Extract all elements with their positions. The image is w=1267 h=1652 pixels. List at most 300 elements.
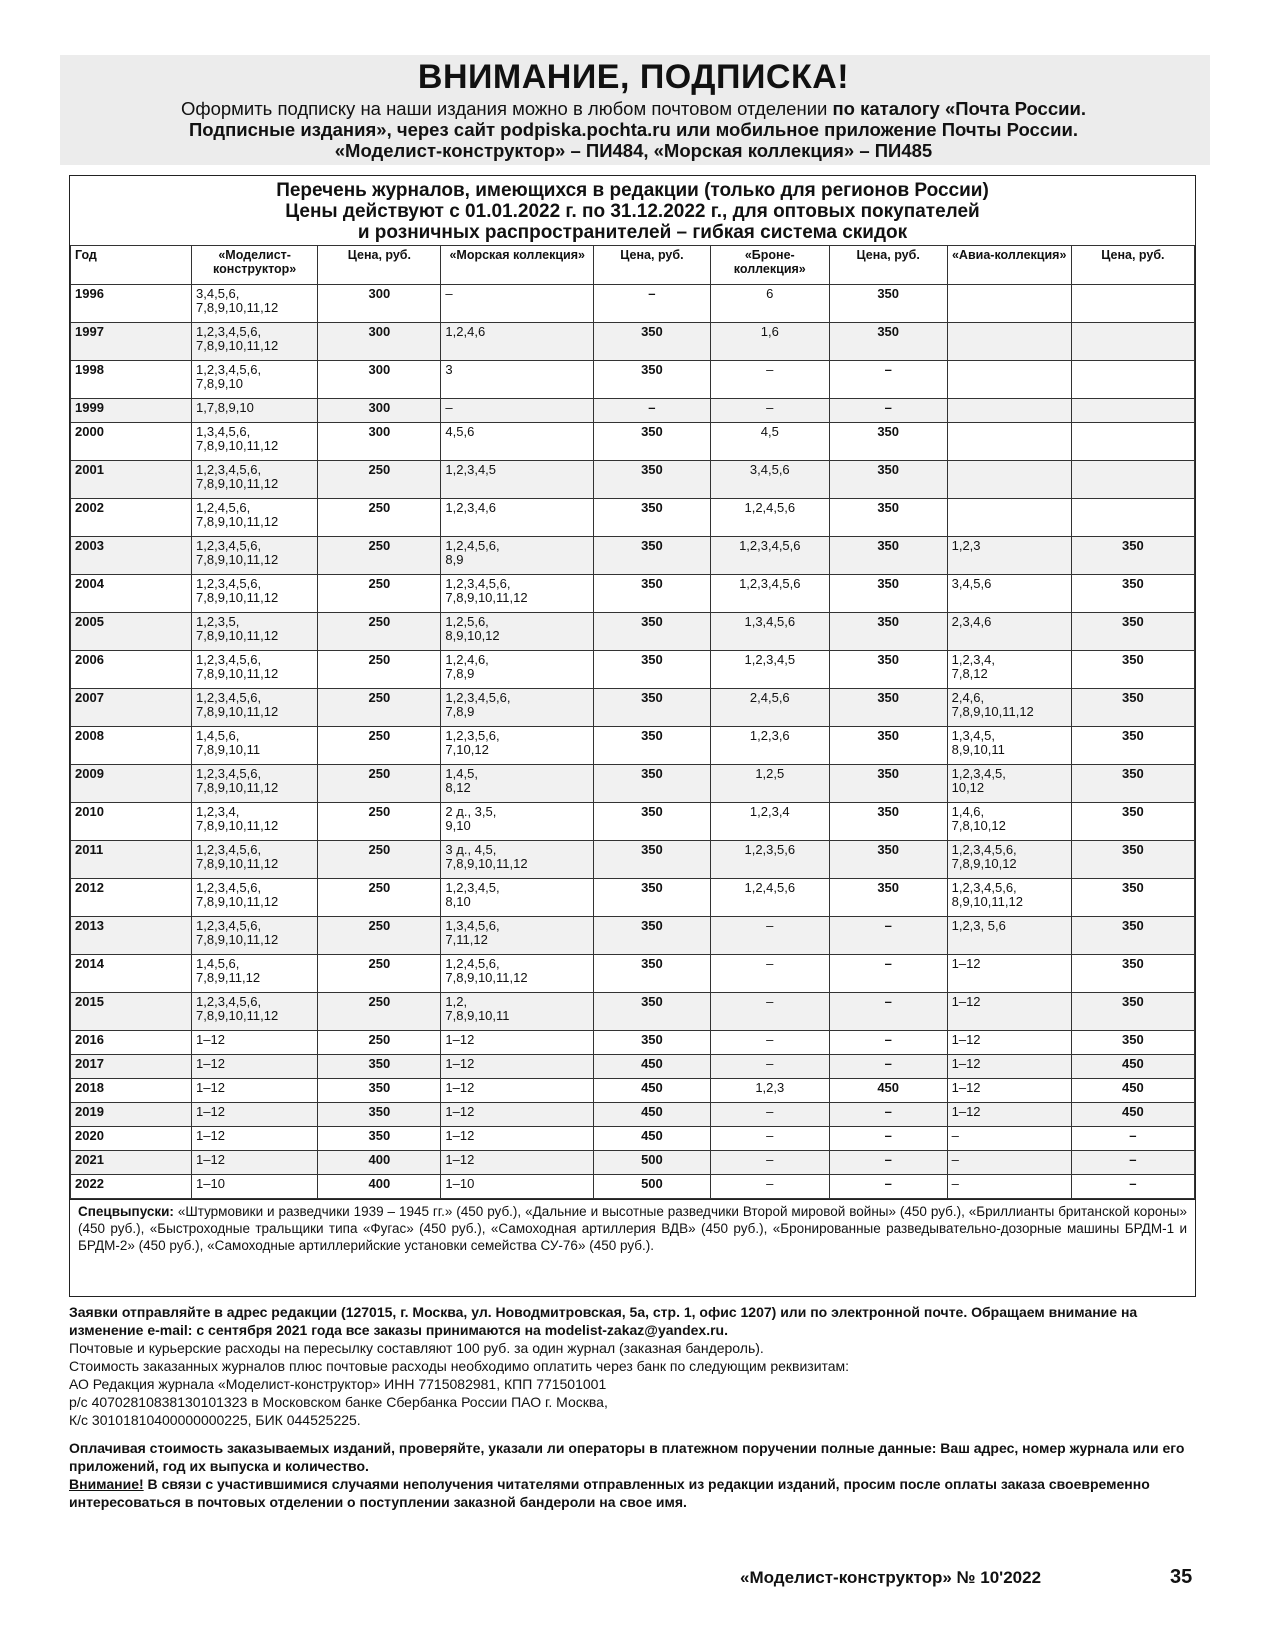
table-cell: 1,2,3,4, 7,8,12: [947, 651, 1071, 689]
table-cell: 250: [318, 727, 441, 765]
page-number: 35: [1170, 1566, 1193, 1588]
table-cell: 350: [1071, 879, 1194, 917]
table-row: [71, 575, 1195, 613]
table-cell: 1,2,3,4,5,6, 7,8,9,10,11,12: [192, 323, 318, 361]
table-cell: 250: [318, 879, 441, 917]
price-list-box: [69, 175, 1196, 1297]
column-header: Цена, руб.: [594, 246, 711, 285]
table-cell: 1,2,5,6, 8,9,10,12: [441, 613, 594, 651]
table-cell: 350: [829, 651, 947, 689]
table-cell: 1,2,3,4,5, 10,12: [947, 765, 1071, 803]
special-issues-text: «Штурмовики и разведчики 1939 – 1945 гг.» (450 руб.), «Дальние и высотные разведчики Второй мировой войны» (450 руб.), «Бриллианты британской короны» (450 руб.), «Быстроходные тральщики типа «Фугас» (450 руб.), «Самоходная артиллерия ВДВ» (450 руб.), «Бронированные разведывательно-дозорные машины БРДМ-1 и БРДМ-2» (450 руб.), «Самоходные артиллерийские установки семейства СУ-76» (450 руб.).: [78, 1204, 1187, 1253]
table-cell: [1071, 461, 1194, 499]
table-cell: –: [829, 993, 947, 1031]
table-cell: 1–12: [947, 1031, 1071, 1055]
bank-details-company: АО Редакция журнала «Моделист-конструктор» ИНН 7715082981, КПП 771501001: [69, 1376, 607, 1392]
table-cell: 350: [829, 575, 947, 613]
table-cell: 1,2,3,5,6: [710, 841, 829, 879]
table-cell: 1–12: [947, 1103, 1071, 1127]
table-cell: 3,4,5,6: [710, 461, 829, 499]
table-cell: 1,2,3,4,5,6, 7,8,9,10,11,12: [192, 841, 318, 879]
table-cell: [947, 361, 1071, 399]
table-cell: 6: [710, 285, 829, 323]
table-cell: 1996: [71, 285, 192, 323]
column-header: Год: [71, 246, 192, 285]
table-cell: 350: [594, 727, 711, 765]
table-cell: 450: [1071, 1079, 1194, 1103]
table-cell: 2004: [71, 575, 192, 613]
table-cell: 250: [318, 765, 441, 803]
table-cell: 2002: [71, 499, 192, 537]
table-cell: 4,5: [710, 423, 829, 461]
table-cell: 350: [594, 879, 711, 917]
table-cell: 450: [594, 1055, 711, 1079]
table-cell: 2010: [71, 803, 192, 841]
table-cell: –: [829, 1055, 947, 1079]
column-header: «Морская коллекция»: [441, 246, 594, 285]
table-cell: –: [710, 1151, 829, 1175]
column-header: Цена, руб.: [829, 246, 947, 285]
table-cell: 1997: [71, 323, 192, 361]
table-row: [71, 1055, 1195, 1079]
table-cell: 1,2,3,4,5,6, 7,8,9,10,12: [947, 841, 1071, 879]
table-body: [71, 285, 1195, 1199]
subscription-info: [0, 98, 1267, 161]
table-cell: –: [710, 993, 829, 1031]
table-cell: 2016: [71, 1031, 192, 1055]
table-row: [71, 1175, 1195, 1199]
table-cell: 2014: [71, 955, 192, 993]
table-cell: 350: [318, 1127, 441, 1151]
table-cell: 3 д., 4,5, 7,8,9,10,11,12: [441, 841, 594, 879]
table-cell: 1,2,3,4,5: [441, 461, 594, 499]
table-cell: 1,2,3,4,5,6, 7,8,9,10,11,12: [192, 917, 318, 955]
table-cell: 300: [318, 399, 441, 423]
table-row: [71, 917, 1195, 955]
attention-label: Внимание!: [69, 1476, 144, 1492]
table-row: [71, 1103, 1195, 1127]
table-cell: 350: [829, 803, 947, 841]
table-cell: 2019: [71, 1103, 192, 1127]
table-cell: [1071, 285, 1194, 323]
attention-text: В связи с участившимися случаями неполучения читателями отправленных из редакции изданий, просим после оплаты заказа своевременно интересоваться в почтовых отделении о поступлении заказной бандероли на свое имя.: [69, 1476, 1150, 1510]
bank-details-bik: К/с 30101810400000000225, БИК 044525225.: [69, 1412, 361, 1428]
table-cell: [947, 323, 1071, 361]
shipping-cost: Почтовые и курьерские расходы на пересылку составляют 100 руб. за один журнал (заказная бандероль).: [69, 1340, 764, 1356]
table-cell: 1,2,3,4,5, 8,10: [441, 879, 594, 917]
table-cell: 300: [318, 361, 441, 399]
table-cell: 350: [1071, 575, 1194, 613]
table-row: [71, 651, 1195, 689]
price-list-title: [70, 180, 1195, 243]
table-cell: 2,3,4,6: [947, 613, 1071, 651]
table-cell: 350: [1071, 765, 1194, 803]
table-cell: 2022: [71, 1175, 192, 1199]
table-cell: 1–12: [441, 1055, 594, 1079]
table-cell: 350: [594, 955, 711, 993]
table-cell: 250: [318, 1031, 441, 1055]
table-cell: 1,2, 7,8,9,10,11: [441, 993, 594, 1031]
table-cell: 1,2,3,4,5,6, 7,8,9,10,11,12: [441, 575, 594, 613]
subscription-line-2: Подписные издания», через сайт podpiska.pochta.ru или мобильное приложение Почты России.: [189, 119, 1078, 140]
table-cell: 1,2,3, 5,6: [947, 917, 1071, 955]
table-cell: 1,2,3,4,5,6, 7,8,9,10,11,12: [192, 461, 318, 499]
table-cell: 350: [1071, 993, 1194, 1031]
table-row: [71, 1079, 1195, 1103]
table-cell: 1,2,3,4,5,6, 7,8,9,10,11,12: [192, 765, 318, 803]
table-cell: 1–10: [192, 1175, 318, 1199]
table-cell: 2,4,5,6: [710, 689, 829, 727]
table-cell: 250: [318, 689, 441, 727]
table-cell: –: [594, 285, 711, 323]
table-cell: –: [829, 399, 947, 423]
table-row: [71, 399, 1195, 423]
table-header-row: [71, 246, 1195, 285]
price-list-title-line: Цены действуют с 01.01.2022 г. по 31.12.2022 г., для оптовых покупателей: [285, 201, 980, 222]
table-cell: 1,2,3,4,5,6, 7,8,9,10,11,12: [192, 993, 318, 1031]
table-row: [71, 613, 1195, 651]
table-cell: 450: [594, 1079, 711, 1103]
table-cell: 1–12: [192, 1127, 318, 1151]
table-cell: 1,2,3,4,5,6: [710, 575, 829, 613]
table-row: [71, 1151, 1195, 1175]
table-cell: 450: [1071, 1103, 1194, 1127]
table-cell: 250: [318, 955, 441, 993]
table-cell: 1–12: [947, 1079, 1071, 1103]
table-cell: 1,2,4,5,6: [710, 499, 829, 537]
table-cell: 350: [829, 499, 947, 537]
table-row: [71, 955, 1195, 993]
table-cell: –: [441, 399, 594, 423]
table-cell: 350: [829, 537, 947, 575]
table-cell: 2006: [71, 651, 192, 689]
table-cell: 1,2,3,4,5,6, 7,8,9,10,11,12: [192, 575, 318, 613]
table-cell: 350: [594, 575, 711, 613]
table-cell: 1,2,3,4,5,6, 7,8,9,10,11,12: [192, 537, 318, 575]
column-header: Цена, руб.: [318, 246, 441, 285]
table-cell: 2005: [71, 613, 192, 651]
table-cell: 350: [594, 423, 711, 461]
table-cell: 300: [318, 323, 441, 361]
table-cell: 350: [594, 461, 711, 499]
table-cell: 1–12: [947, 1055, 1071, 1079]
table-cell: 250: [318, 651, 441, 689]
column-header: «Броне-коллекция»: [710, 246, 829, 285]
table-row: [71, 323, 1195, 361]
table-cell: 1,2,3,5, 7,8,9,10,11,12: [192, 613, 318, 651]
table-cell: 1,3,4,5,6, 7,8,9,10,11,12: [192, 423, 318, 461]
table-cell: 350: [1071, 955, 1194, 993]
table-cell: 1–12: [192, 1055, 318, 1079]
table-cell: 250: [318, 613, 441, 651]
table-cell: 300: [318, 423, 441, 461]
price-table: [70, 245, 1195, 1199]
table-cell: 1–12: [441, 1127, 594, 1151]
table-cell: 2 д., 3,5, 9,10: [441, 803, 594, 841]
table-cell: –: [829, 1103, 947, 1127]
table-cell: 350: [829, 613, 947, 651]
price-list-title-line: Перечень журналов, имеющихся в редакции (только для регионов России): [276, 180, 989, 201]
table-cell: –: [1071, 1127, 1194, 1151]
payment-note: Стоимость заказанных журналов плюс почтовые расходы необходимо оплатить через банк по следующим реквизитам:: [69, 1358, 850, 1374]
table-cell: –: [1071, 1175, 1194, 1199]
table-cell: 350: [1071, 537, 1194, 575]
table-row: [71, 1127, 1195, 1151]
table-cell: 1,2,3: [710, 1079, 829, 1103]
table-cell: 350: [594, 993, 711, 1031]
table-cell: 350: [829, 689, 947, 727]
table-cell: 1–12: [192, 1103, 318, 1127]
table-cell: 3,4,5,6: [947, 575, 1071, 613]
table-cell: 1,4,6, 7,8,10,12: [947, 803, 1071, 841]
subscription-line-1-bold: по каталогу «Почта России.: [832, 98, 1087, 119]
special-issues: [70, 1199, 1195, 1257]
table-cell: 350: [594, 803, 711, 841]
subscription-line-1: Оформить подписку на наши издания можно в любом почтовом отделении: [180, 98, 833, 119]
table-row: [71, 993, 1195, 1031]
table-cell: 350: [594, 651, 711, 689]
table-cell: [1071, 399, 1194, 423]
table-cell: 1,4,5,6, 7,8,9,11,12: [192, 955, 318, 993]
table-row: [71, 285, 1195, 323]
table-cell: 350: [1071, 803, 1194, 841]
table-cell: 350: [829, 423, 947, 461]
table-cell: 2012: [71, 879, 192, 917]
table-row: [71, 765, 1195, 803]
table-cell: 1–12: [441, 1103, 594, 1127]
table-cell: 2015: [71, 993, 192, 1031]
table-cell: 1,2,3,4,5,6, 8,9,10,11,12: [947, 879, 1071, 917]
table-cell: 250: [318, 499, 441, 537]
table-cell: 500: [594, 1175, 711, 1199]
table-cell: 1,3,4,5,6, 7,11,12: [441, 917, 594, 955]
table-cell: 3: [441, 361, 594, 399]
table-cell: –: [441, 285, 594, 323]
table-cell: [947, 285, 1071, 323]
table-cell: 1,2,3,4,5,6, 7,8,9,10,11,12: [192, 651, 318, 689]
table-cell: –: [829, 361, 947, 399]
table-cell: 450: [829, 1079, 947, 1103]
table-cell: –: [947, 1151, 1071, 1175]
table-cell: –: [829, 1175, 947, 1199]
table-cell: 2013: [71, 917, 192, 955]
table-cell: 250: [318, 917, 441, 955]
table-cell: [947, 399, 1071, 423]
subscription-line-3: «Моделист-конструктор» – ПИ484, «Морская коллекция» – ПИ485: [334, 140, 933, 161]
table-cell: 350: [829, 841, 947, 879]
table-cell: [947, 461, 1071, 499]
table-cell: –: [710, 1175, 829, 1199]
table-cell: –: [710, 1031, 829, 1055]
table-cell: 350: [1071, 689, 1194, 727]
table-cell: 1,2,5: [710, 765, 829, 803]
table-cell: 450: [594, 1127, 711, 1151]
table-cell: 1,6: [710, 323, 829, 361]
table-cell: 350: [594, 613, 711, 651]
table-cell: [1071, 423, 1194, 461]
table-cell: 1,2,4,5,6: [710, 879, 829, 917]
table-cell: 350: [829, 461, 947, 499]
table-cell: 1–12: [947, 993, 1071, 1031]
table-cell: 250: [318, 575, 441, 613]
table-cell: 1–12: [441, 1079, 594, 1103]
column-header: Цена, руб.: [1071, 246, 1194, 285]
table-cell: 350: [594, 841, 711, 879]
table-cell: 1,2,3,4,5,6, 7,8,9: [441, 689, 594, 727]
table-cell: 250: [318, 803, 441, 841]
table-cell: 1,2,3: [947, 537, 1071, 575]
table-cell: [1071, 361, 1194, 399]
column-header: «Авиа-коллекция»: [947, 246, 1071, 285]
table-cell: –: [710, 955, 829, 993]
table-cell: 2011: [71, 841, 192, 879]
table-row: [71, 689, 1195, 727]
table-cell: 1,2,4,5,6, 7,8,9,10,11,12: [192, 499, 318, 537]
table-cell: 350: [1071, 727, 1194, 765]
table-cell: 500: [594, 1151, 711, 1175]
table-cell: 1,4,5, 8,12: [441, 765, 594, 803]
table-cell: 350: [1071, 651, 1194, 689]
table-cell: 350: [594, 1031, 711, 1055]
table-cell: 2,4,6, 7,8,9,10,11,12: [947, 689, 1071, 727]
payment-check-note: Оплачивая стоимость заказываемых изданий, проверяйте, указали ли операторы в платежном поручении полные данные: Ваш адрес, номер журнала или его приложений, год их выпуска и количество.: [69, 1440, 1185, 1474]
table-cell: 350: [1071, 1031, 1194, 1055]
table-cell: 4,5,6: [441, 423, 594, 461]
table-cell: 1–12: [441, 1151, 594, 1175]
table-cell: 1–12: [192, 1151, 318, 1175]
table-cell: 350: [318, 1079, 441, 1103]
table-cell: 1,2,3,4,5,6: [710, 537, 829, 575]
table-cell: 350: [318, 1055, 441, 1079]
table-cell: –: [594, 399, 711, 423]
table-cell: 2017: [71, 1055, 192, 1079]
table-cell: –: [947, 1127, 1071, 1151]
table-cell: 1–12: [441, 1031, 594, 1055]
table-cell: 2021: [71, 1151, 192, 1175]
bank-details-account: р/с 40702810838130101323 в Московском банке Сбербанка России ПАО г. Москва,: [69, 1394, 608, 1410]
table-cell: 1,3,4,5,6: [710, 613, 829, 651]
table-cell: 2008: [71, 727, 192, 765]
table-cell: 2000: [71, 423, 192, 461]
table-cell: 250: [318, 993, 441, 1031]
table-cell: 250: [318, 537, 441, 575]
table-cell: 1999: [71, 399, 192, 423]
table-cell: –: [710, 399, 829, 423]
table-cell: –: [710, 917, 829, 955]
page-title: ВНИМАНИЕ, ПОДПИСКА!: [417, 58, 850, 96]
table-cell: 1,2,4,6: [441, 323, 594, 361]
table-cell: 1,2,3,4,5,6, 7,8,9,10,11,12: [192, 879, 318, 917]
table-cell: 350: [1071, 917, 1194, 955]
table-cell: 350: [1071, 841, 1194, 879]
table-cell: 350: [594, 323, 711, 361]
table-row: [71, 423, 1195, 461]
special-issues-label: Спецвыпуски:: [78, 1204, 174, 1219]
table-cell: 1–12: [192, 1031, 318, 1055]
table-cell: 1,2,3,4,6: [441, 499, 594, 537]
table-cell: –: [829, 1127, 947, 1151]
table-cell: –: [829, 955, 947, 993]
table-cell: 2018: [71, 1079, 192, 1103]
table-cell: 400: [318, 1151, 441, 1175]
table-cell: 350: [829, 879, 947, 917]
table-cell: 350: [594, 499, 711, 537]
table-cell: 1,7,8,9,10: [192, 399, 318, 423]
table-cell: 1,2,3,5,6, 7,10,12: [441, 727, 594, 765]
table-cell: 2003: [71, 537, 192, 575]
table-row: [71, 841, 1195, 879]
order-info: [69, 1303, 1196, 1511]
table-cell: 2001: [71, 461, 192, 499]
table-cell: 1–12: [947, 955, 1071, 993]
table-cell: 250: [318, 841, 441, 879]
table-cell: 3,4,5,6, 7,8,9,10,11,12: [192, 285, 318, 323]
table-cell: –: [710, 1103, 829, 1127]
table-cell: [947, 499, 1071, 537]
table-cell: 1,2,3,4: [710, 803, 829, 841]
table-cell: 1,2,4,5,6, 8,9: [441, 537, 594, 575]
table-cell: 1,2,3,4,5: [710, 651, 829, 689]
table-cell: –: [829, 917, 947, 955]
table-cell: 1,4,5,6, 7,8,9,10,11: [192, 727, 318, 765]
table-cell: –: [829, 1151, 947, 1175]
table-cell: [1071, 323, 1194, 361]
table-cell: 1,2,3,6: [710, 727, 829, 765]
table-cell: 400: [318, 1175, 441, 1199]
table-cell: 350: [318, 1103, 441, 1127]
table-row: [71, 361, 1195, 399]
table-cell: –: [710, 1127, 829, 1151]
table-cell: 350: [594, 361, 711, 399]
table-cell: 350: [829, 727, 947, 765]
table-cell: –: [710, 1055, 829, 1079]
table-cell: 1,2,4,6, 7,8,9: [441, 651, 594, 689]
table-cell: 350: [594, 917, 711, 955]
table-cell: 1–10: [441, 1175, 594, 1199]
table-cell: 1,2,3,4,5,6, 7,8,9,10: [192, 361, 318, 399]
table-cell: 350: [1071, 613, 1194, 651]
table-cell: 1,2,3,4, 7,8,9,10,11,12: [192, 803, 318, 841]
table-row: [71, 537, 1195, 575]
table-cell: –: [947, 1175, 1071, 1199]
table-cell: 350: [829, 765, 947, 803]
table-cell: 450: [1071, 1055, 1194, 1079]
table-row: [71, 1031, 1195, 1055]
table-cell: 2009: [71, 765, 192, 803]
table-row: [71, 461, 1195, 499]
table-cell: –: [829, 1031, 947, 1055]
table-cell: 350: [829, 323, 947, 361]
table-cell: 250: [318, 461, 441, 499]
table-cell: –: [1071, 1151, 1194, 1175]
table-cell: 1,3,4,5, 8,9,10,11: [947, 727, 1071, 765]
table-cell: 350: [594, 537, 711, 575]
table-cell: 350: [829, 285, 947, 323]
table-cell: 300: [318, 285, 441, 323]
table-cell: 1,2,3,4,5,6, 7,8,9,10,11,12: [192, 689, 318, 727]
table-cell: –: [710, 361, 829, 399]
table-row: [71, 499, 1195, 537]
table-cell: 350: [594, 765, 711, 803]
table-cell: 350: [594, 689, 711, 727]
table-row: [71, 803, 1195, 841]
order-address: Заявки отправляйте в адрес редакции (127015, г. Москва, ул. Новодмитровская, 5а, стр. 1, офис 1207) или по электронной почте. Обращаем внимание на изменение e-mail: с сентября 2021 года все заказы принимаются на modelist-zakaz@yandex.ru.: [69, 1304, 1138, 1338]
table-cell: 2020: [71, 1127, 192, 1151]
table-cell: 450: [594, 1103, 711, 1127]
footer-magazine: «Моделист-конструктор» № 10'2022: [740, 1568, 1042, 1587]
column-header: «Моделист-конструктор»: [192, 246, 318, 285]
table-cell: [947, 423, 1071, 461]
